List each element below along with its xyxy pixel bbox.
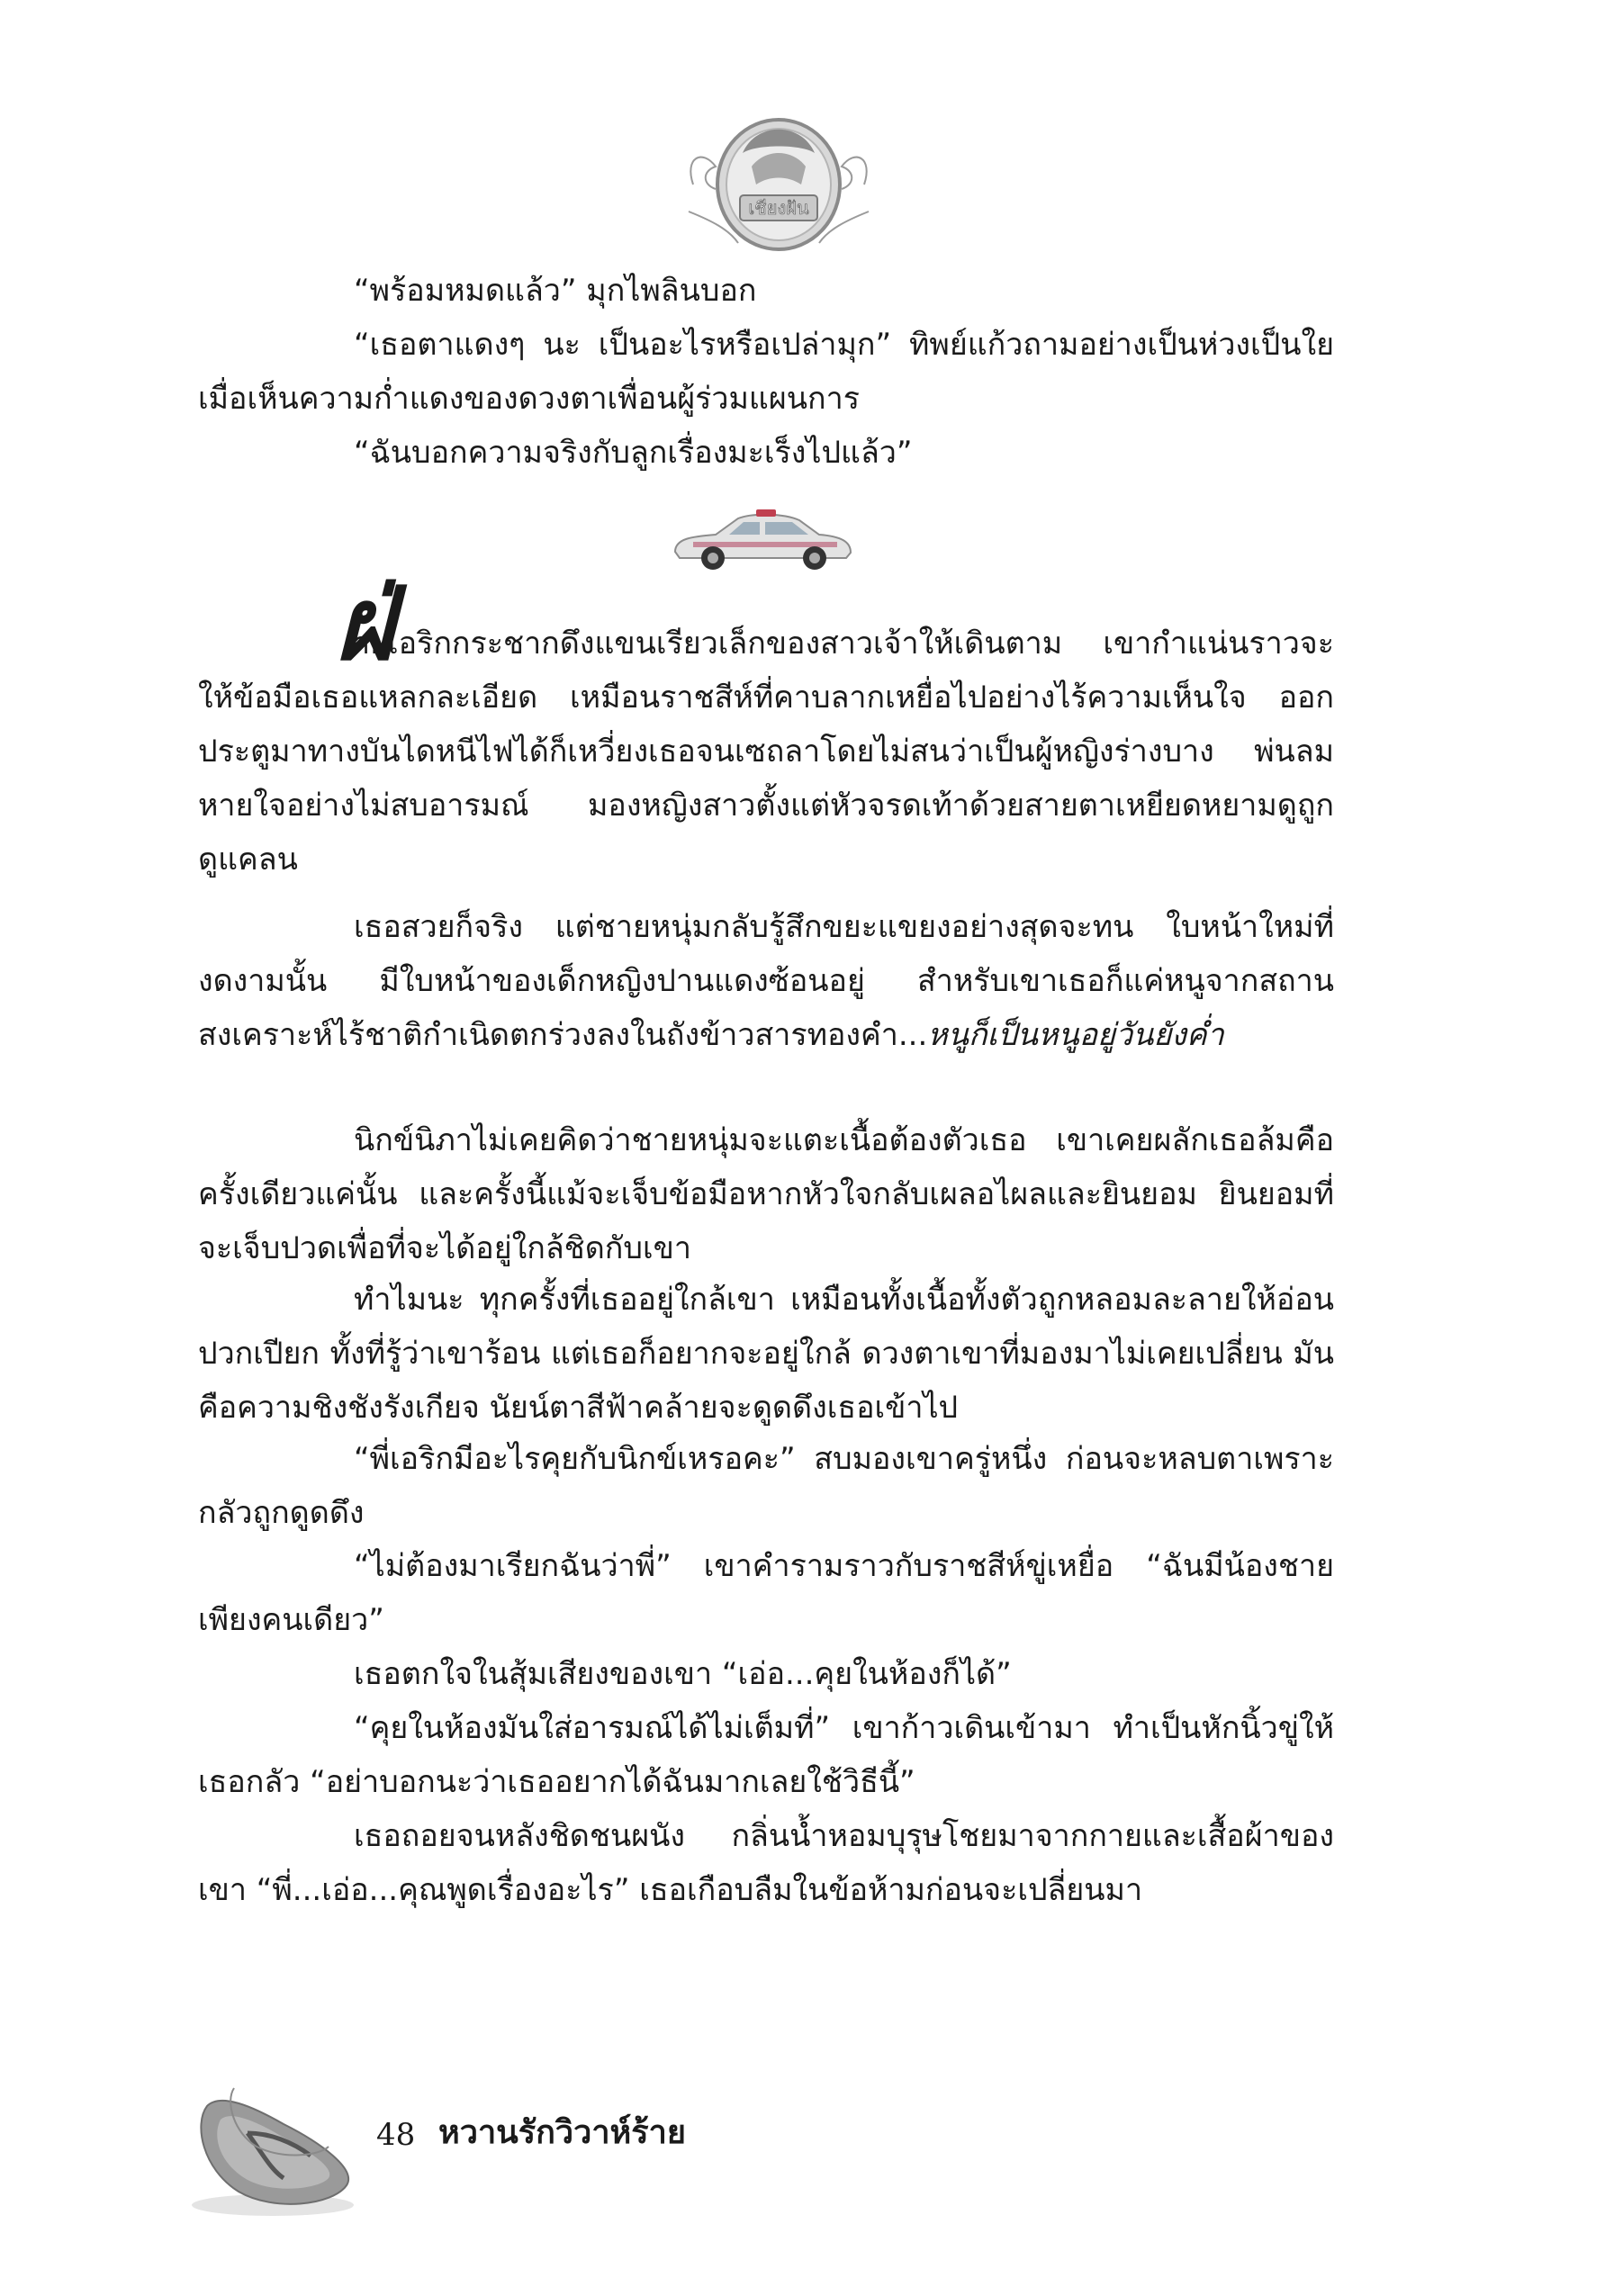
emblem-text: เชียงฝัน (748, 197, 809, 219)
paragraph-text: เธอสวยก็จริง แต่ชายหนุ่มกลับรู้สึกขยะแขยงอย่างสุดจะทน ใบหน้าใหม่ที่งดงามนั้น มีใบหน้าของเด็กหญิงปานแดงซ้อนอยู่ สำหรับเขาเธอก็แค่หนูจากสถานสงเคราะห์ไร้ชาติกำเนิดตกร่วงลงในถังข้าวสารทองคำ... (198, 909, 1334, 1053)
paragraph: เธอตกใจในสุ้มเสียงของเขา “เอ่อ...คุยในห้องก็ได้” (354, 1656, 1012, 1692)
header-emblem (675, 86, 882, 261)
paragraph: นิกข์นิภาไม่เคยคิดว่าชายหนุ่มจะแตะเนื้อต้องตัวเธอ เขาเคยผลักเธอล้มคือครั้งเดียวแค่นั้น และครั้งนี้แม้จะเจ็บข้อมือหากหัวใจกลับเผลอไผลและยินยอม ยินยอมที่จะเจ็บปวดเพื่อที่จะได้อยู่ใกล้ชิดกับเขา (198, 1122, 1334, 1266)
paragraph: “ฉันบอกความจริงกับลูกเรื่องมะเร็งไปแล้ว” (354, 435, 913, 471)
sandal-ornament (185, 2070, 360, 2219)
paragraph: “คุยในห้องมันใส่อารมณ์ได้ไม่เต็มที่” เขาก้าวเดินเข้ามา ทำเป็นหักนิ้วขู่ให้เธอกลัว “อย่าบอกนะว่าเธออยากได้ฉันมากเลยใช้วิธีนี้” (198, 1710, 1334, 1800)
paragraph: “พี่เอริกมีอะไรคุยกับนิกข์เหรอคะ” สบมองเขาครู่หนึ่ง ก่อนจะหลบตาเพราะกลัวถูกดูดดึง (198, 1441, 1334, 1531)
paragraph: “พร้อมหมดแล้ว” มุกไพลินบอก (354, 273, 757, 309)
page-number: 48 (376, 2117, 416, 2153)
paragraph (198, 900, 1334, 1062)
paragraph: เธอถอยจนหลังชิดชนผนัง กลิ่นน้ำหอมบุรุษโชยมาจากกายและเสื้อผ้าของเขา “พี่...เอ่อ...คุณพูดเรื่องอะไร” เธอเกือบลืมในข้อห้ามก่อนจะเปลี่ยนมา (198, 1818, 1334, 1908)
paragraph: ทำไมนะ ทุกครั้งที่เธออยู่ใกล้เขา เหมือนทั้งเนื้อทั้งตัวถูกหลอมละลายให้อ่อนปวกเปียก ทั้งที่รู้ว่าเขาร้อน แต่เธอก็อยากจะอยู่ใกล้ ดวงตาเขาที่มองมาไม่เคยเปลี่ยน มันคือความชิงชังรังเกียจ นัยน์ตาสีฟ้าคล้ายจะดูดดึงเธอเข้าไป (198, 1282, 1334, 1426)
paragraph: “ไม่ต้องมาเรียกฉันว่าพี่” เขาคำรามราวกับราชสีห์ขู่เหยื่อ “ฉันมีน้องชายเพียงคนเดียว” (198, 1548, 1334, 1638)
book-title: หวานรักวิวาห์ร้าย (438, 2114, 686, 2151)
drop-cap: ฝ่ (335, 565, 394, 683)
paragraph: ายเอริกกระชากดึงแขนเรียวเล็กของสาวเจ้าให้เดินตาม เขากำแน่นราวจะให้ข้อมือเธอแหลกละเอียด เหมือนราชสีห์ที่คาบลากเหยื่อไปอย่างไร้ความเห็นใจ ออกประตูมาทางบันไดหนีไฟได้ก็เหวี่ยงเธอจนเซถลาโดยไม่สนว่าเป็นผู้หญิงร่างบาง พ่นลมหายใจอย่างไม่สบอารมณ์ มองหญิงสาวตั้งแต่หัวจรดเท้าด้วยสายตาเหยียดหยามดูถูกดูแคลน (198, 626, 1334, 878)
taxi-ornament (666, 502, 855, 574)
paragraph: “เธอตาแดงๆ นะ เป็นอะไรหรือเปล่ามุก” ทิพย์แก้วถามอย่างเป็นห่วงเป็นใย เมื่อเห็นความก่ำแดงของดวงตาเพื่อนผู้ร่วมแผนการ (198, 327, 1334, 417)
italic-text: หนูก็เป็นหนูอยู่วันยังค่ำ (927, 1017, 1224, 1053)
